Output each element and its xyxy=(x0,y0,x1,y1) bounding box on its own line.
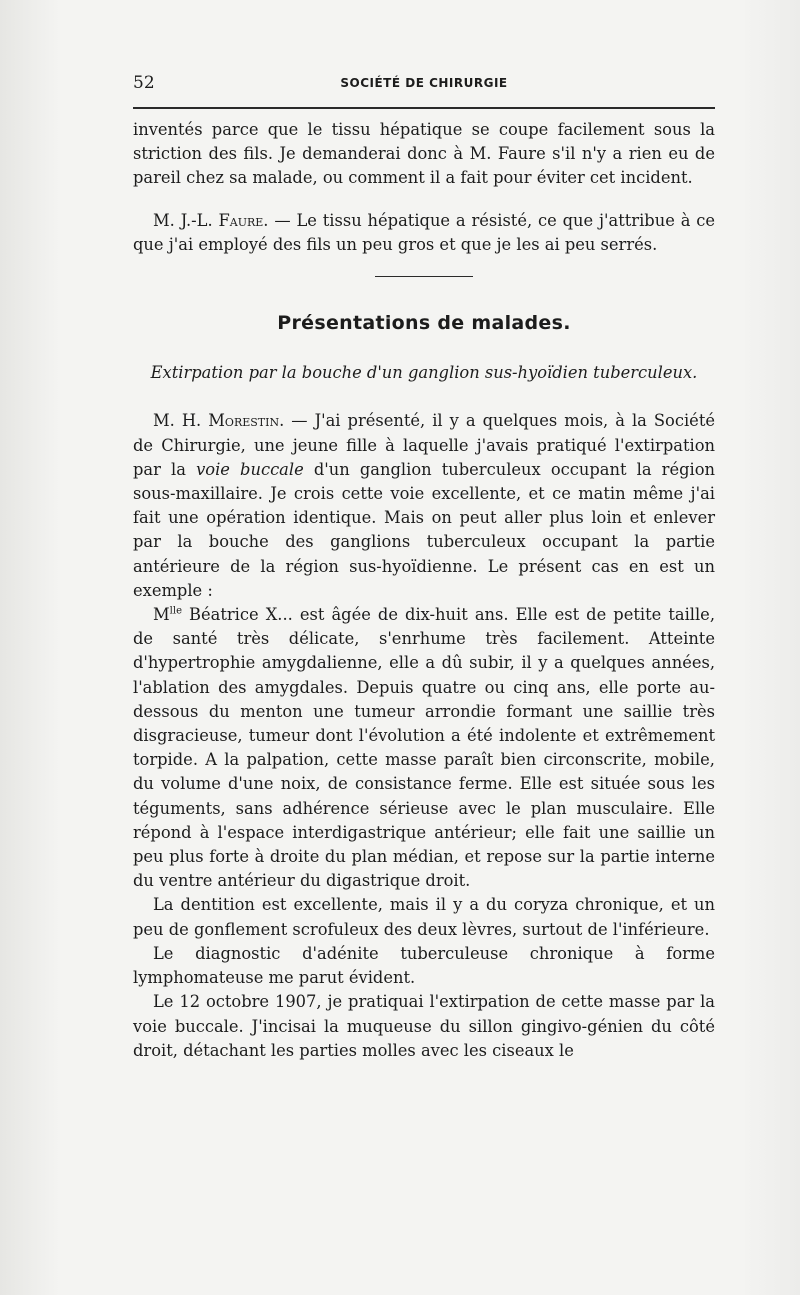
faure-reply-text: — Le tissu hépatique a résisté, ce que j'attribue à ce que j'ai employé des fils un peu gros et que je les ai peu serrés. xyxy=(133,210,715,254)
case-subtitle: Extirpation par la bouche d'un ganglion sus-hyoïdien tuberculeux. xyxy=(150,363,698,383)
section-separator xyxy=(375,276,473,277)
section-title: Présentations de malades. xyxy=(277,312,571,335)
paragraph-operation: Le 12 octobre 1907, je pratiquai l'extirpation de cette masse par la voie buccale. J'incisai la muqueuse du sillon gingivo-génien du côté droit, détachant les parties molles avec les ciseaux le xyxy=(133,992,715,1060)
patient-text: Béatrice X... est âgée de dix-huit ans. Elle est de petite taille, de santé très délicate, s'enrhume très facilement. Atteinte d'hypertrophie amygdalienne, elle a dû subir, il y a quelques années, l'ablation des amygdales. Depuis quatre ou cinq ans, elle porte au-dessous du menton une tumeur arrondie formant une saillie très disgracieuse, tumeur dont l'évolution a été indolente et extrêmement torpide. A la palpation, cette masse paraît bien circonscrite, mobile, du volume d'une noix, de consistance ferme. Elle est située sous les téguments, sans adhérence sérieuse avec le plan musculaire. Elle répond à l'espace interdigastrique antérieur; elle fait une saillie un peu plus forte à droite du plan médian, et repose sur la partie interne du ventre antérieur du digastrique droit. xyxy=(133,605,715,891)
body-text xyxy=(133,118,715,1063)
morestin-text-b: d'un ganglion tuberculeux occupant la région sous-maxillaire. Je crois cette voie excellente, et ce matin même j'ai fait une opération identique. Mais on peut aller plus loin et enlever par la bouche des ganglions tuberculeux occupant la partie antérieure de la région sus-hyoïdienne. Le présent cas en est un exemple : xyxy=(133,459,716,600)
paragraph-morestin xyxy=(133,409,715,603)
patient-sup: lle xyxy=(169,605,182,617)
page-number: 52 xyxy=(133,73,155,93)
speaker-morestin: M. H. Morestin. xyxy=(153,411,285,431)
page-header xyxy=(133,73,715,97)
paragraph-dentition: La dentition est excellente, mais il y a du coryza chronique, et un peu de gonflement scrofuleux des deux lèvres, surtout de l'inférieure. xyxy=(133,895,715,939)
paragraph-faure-reply xyxy=(133,209,715,257)
paragraph-continuation: inventés parce que le tissu hépatique se coupe facilement sous la striction des fils. Je demanderai donc à M. Faure s'il n'y a rien eu de pareil chez sa malade, ou comment il a fait pour éviter cet incident. xyxy=(133,120,715,188)
header-rule xyxy=(133,107,715,109)
paragraph-diagnosis: Le diagnostic d'adénite tuberculeuse chronique à forme lymphomateuse me parut évident. xyxy=(133,943,715,988)
running-head: SOCIÉTÉ DE CHIRURGIE xyxy=(340,76,508,90)
paragraph-patient xyxy=(133,603,715,893)
patient-prefix: M xyxy=(153,605,170,625)
morestin-text-a: — J'ai présenté, il y a quelques mois, à la Société de Chirurgie, une jeune fille à laquelle j'avais pratiqué l'extirpation par la xyxy=(133,411,715,479)
speaker-faure: M. J.-L. Faure. xyxy=(153,210,269,230)
morestin-italic: voie buccale xyxy=(196,459,304,479)
